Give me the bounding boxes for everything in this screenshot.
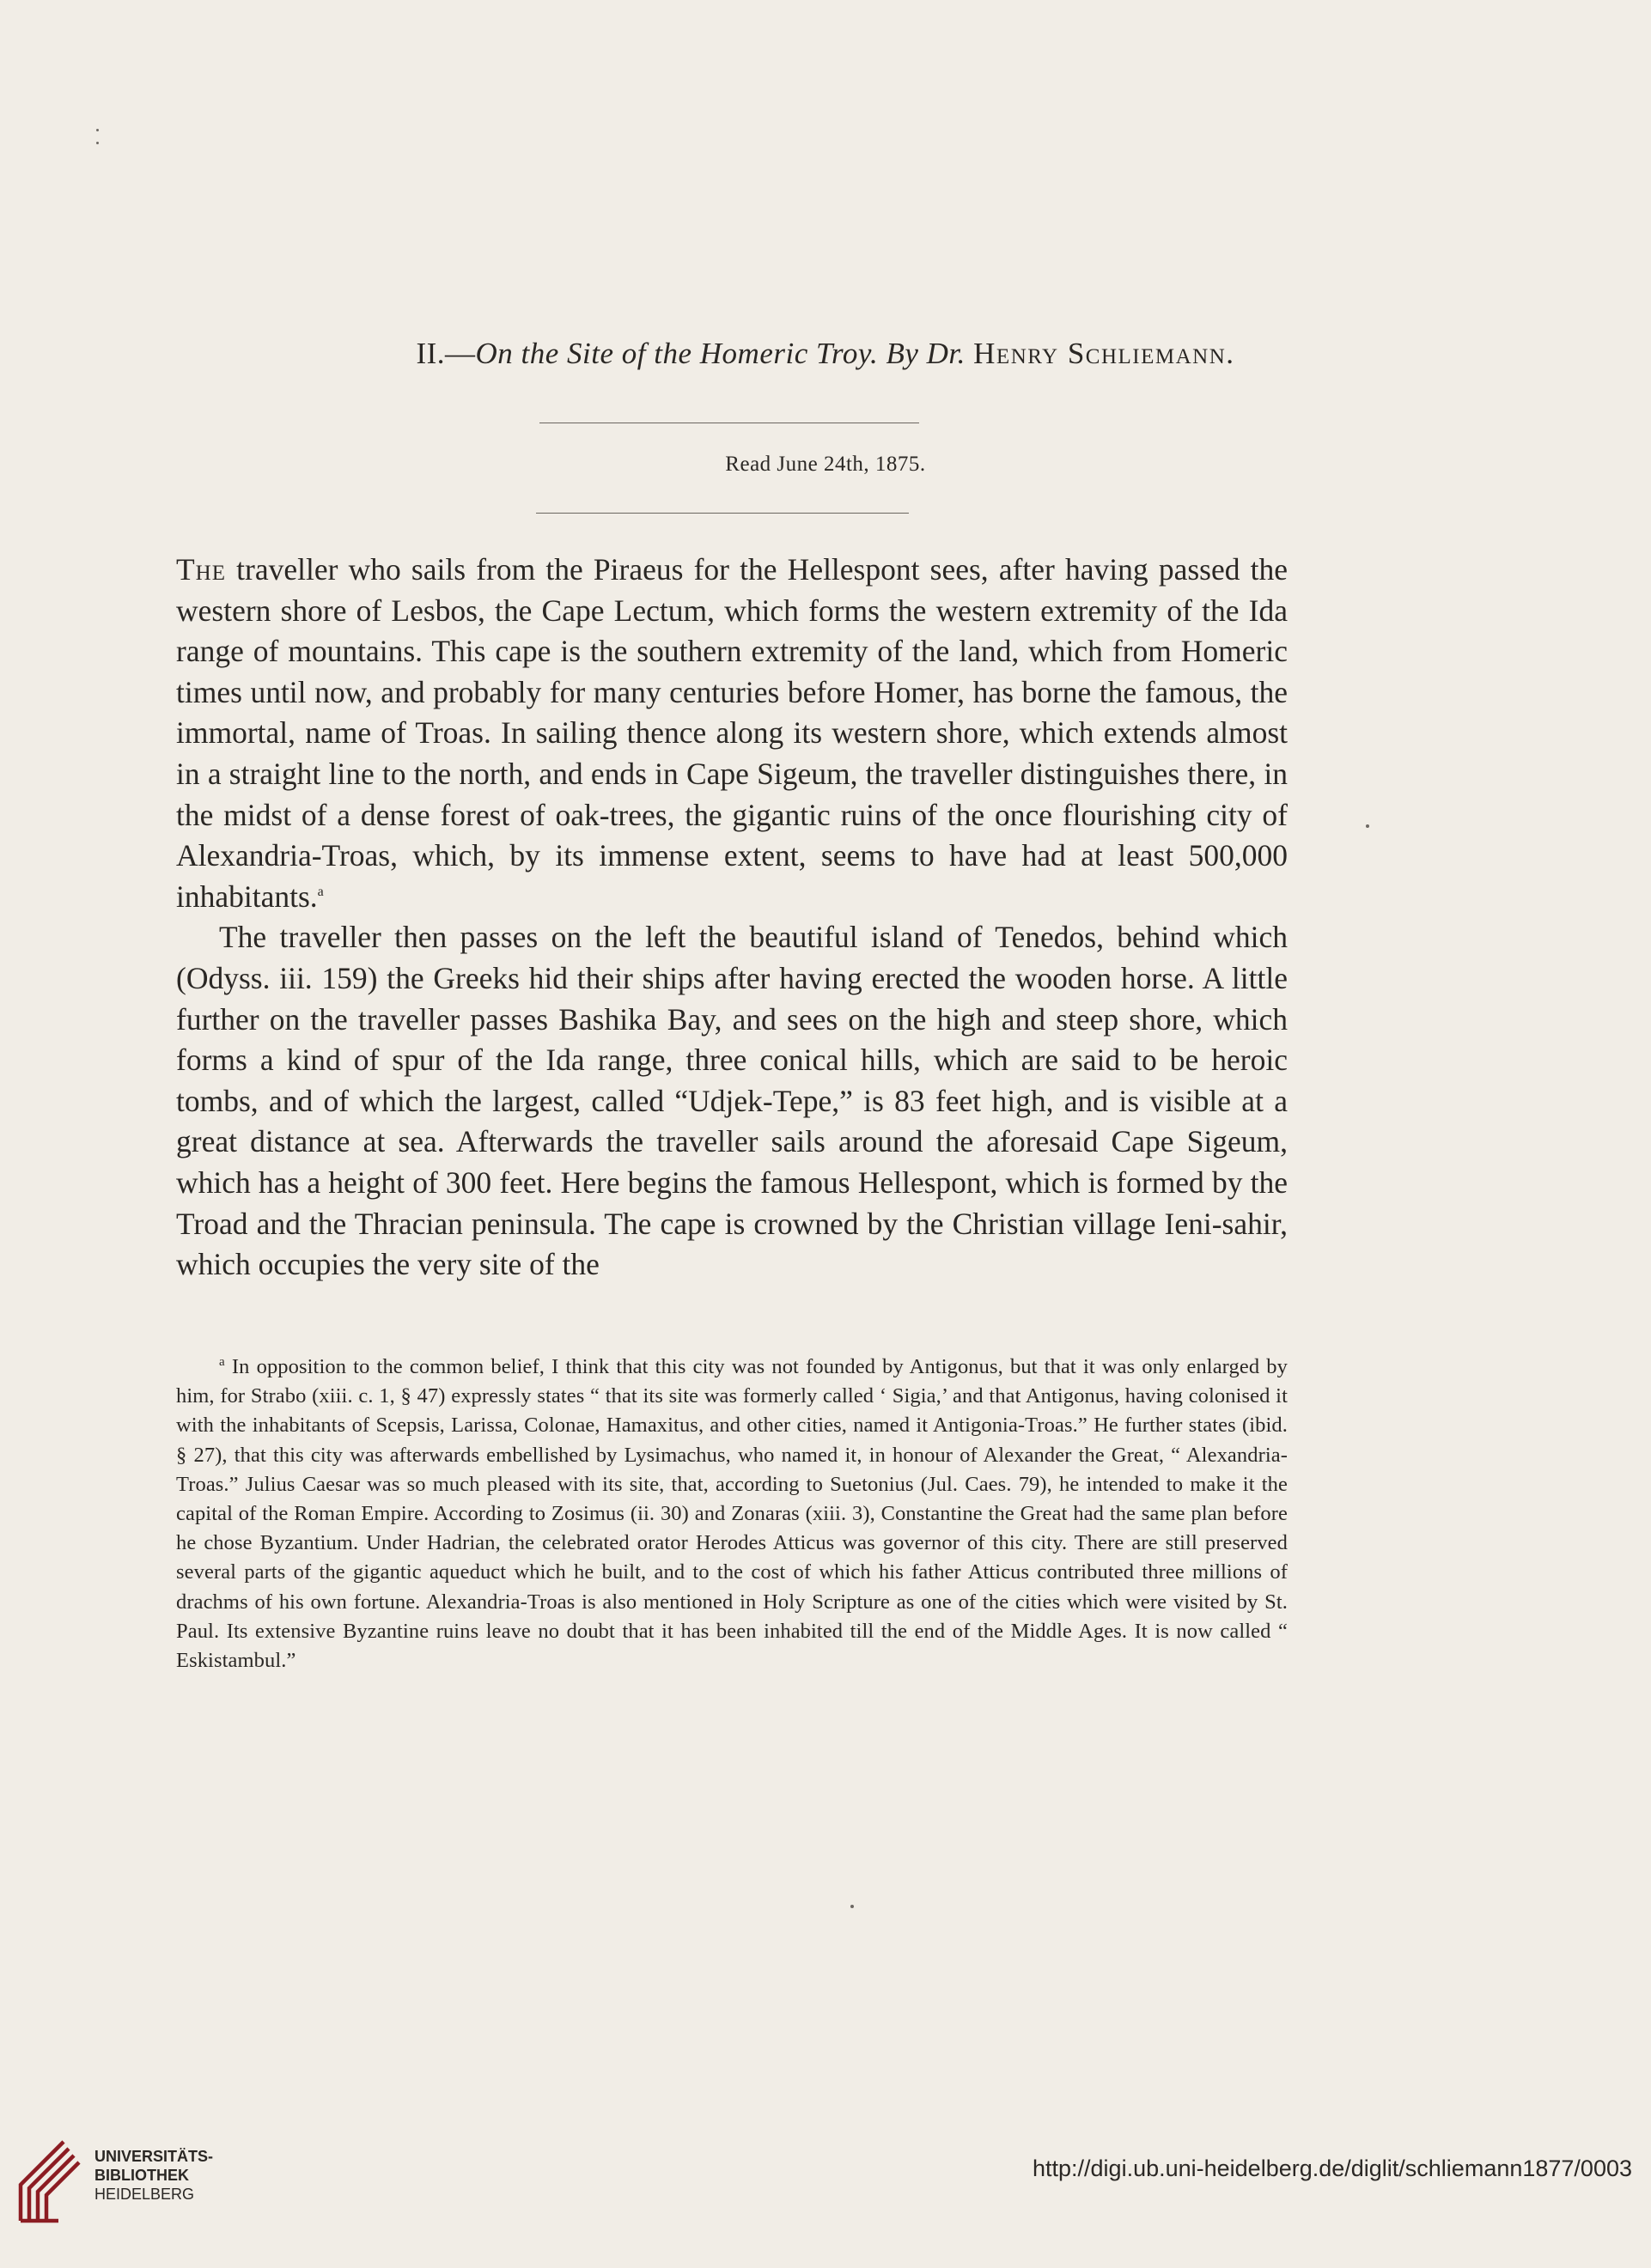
- footnote-mark: a: [219, 1354, 225, 1369]
- read-date: Read June 24th, 1875.: [725, 453, 926, 476]
- body-text: [176, 550, 1288, 1286]
- article-title-text: On the Site of the Homeric Troy.: [475, 337, 879, 370]
- scan-speck: [96, 142, 99, 144]
- article-title: [163, 337, 1488, 371]
- library-emblem-icon: [15, 2131, 84, 2226]
- paragraph-2: [176, 917, 1288, 1285]
- paragraph-1-text: traveller who sails from the Piraeus for the Hellespont sees, after having passed the western shore of Lesbos, the Cape Lectum, which forms the western extremity of the Ida range of mountains. This cape is the southern extremity of the land, which from Homeric times until now, and probably for many centuries before Homer, has borne the famous, the immortal, name of Troas. In sailing thence along its western shore, which extends almost in a straight line to the north, and ends in Cape Sigeum, the traveller distinguishes there, in the midst of a dense forest of oak-trees, the gigantic ruins of the once flourishing city of Alexandria-Troas, which, by its immense extent, seems to have had at least 500,000 inhabitants.: [176, 552, 1288, 914]
- scan-speck: [850, 1905, 854, 1908]
- article-numeral: II.—: [416, 337, 476, 370]
- library-name-line-1: UNIVERSITÄTS-: [94, 2148, 214, 2165]
- scan-speck: [1366, 824, 1369, 828]
- title-rule-bottom: [536, 513, 909, 514]
- article-author: Henry Schliemann.: [973, 337, 1235, 370]
- footnote: [176, 1353, 1288, 1675]
- library-name: [94, 2147, 213, 2204]
- scan-speck: [96, 129, 99, 131]
- paragraph-1: [176, 550, 1288, 917]
- library-logo[interactable]: [15, 2125, 247, 2253]
- paragraph-2-text: The traveller then passes on the left the beautiful island of Tenedos, behind which (Odyss. iii. 159) the Greeks hid their ships after having erected the wooden horse. A little further on the traveller passes Bashika Bay, and sees on the high and steep shore, which forms a kind of spur of the Ida range, three conical hills, which are said to be heroic tombs, and of which the largest, called “Udjek-Tepe,” is 83 feet high, and is visible at a great distance at sea. Afterwards the traveller sails around the aforesaid Cape Sigeum, which has a height of 300 feet. Here begins the famous Hellespont, which is formed by the Troad and the Thracian peninsula. The cape is crowned by the Christian village Ieni-sahir, which occupies the very site of the: [176, 920, 1288, 1282]
- source-url-link[interactable]: http://digi.ub.uni-heidelberg.de/diglit/schliemann1877/0003: [1033, 2156, 1632, 2181]
- library-name-line-3: HEIDELBERG: [94, 2186, 195, 2203]
- footnote-reference[interactable]: a: [317, 884, 324, 899]
- paragraph-1-lead: The: [176, 552, 227, 587]
- footnote-text: In opposition to the common belief, I think that this city was not founded by Antigonus, but that it was only enlarged by him, for Strabo (xiii. c. 1, § 47) expressly states “ that its site was formerly called ‘ Sigia,’ and that Antigonus, having colonised it with the inhabitants of Scepsis, Larissa, Colonae, Hamaxitus, and other cities, named it Antigonia-Troas.” He further states (ibid. § 27), that this city was afterwards embellished by Lysimachus, who named it, in honour of Alexander the Great, “ Alexandria-Troas.” Julius Caesar was so much pleased with its site, that, according to Suetonius (Jul. Caes. 79), he intended to make it the capital of the Roman Empire. According to Zosimus (ii. 30) and Zonaras (xiii. 3), Constantine the Great had the same plan before he chose Byzantium. Under Hadrian, the celebrated orator Herodes Atticus was governor of this city. There are still preserved several parts of the gigantic aqueduct which he built, and to the cost of which his father Atticus contributed three millions of drachms of his own fortune. Alexandria-Troas is also mentioned in Holy Scripture as one of the cities which were visited by St. Paul. Its extensive Byzantine ruins leave no doubt that it has been inhabited till the end of the Middle Ages. It is now called “ Eskistambul.”: [176, 1355, 1288, 1673]
- article-byline: By Dr.: [886, 337, 966, 370]
- library-name-line-2: BIBLIOTHEK: [94, 2167, 189, 2184]
